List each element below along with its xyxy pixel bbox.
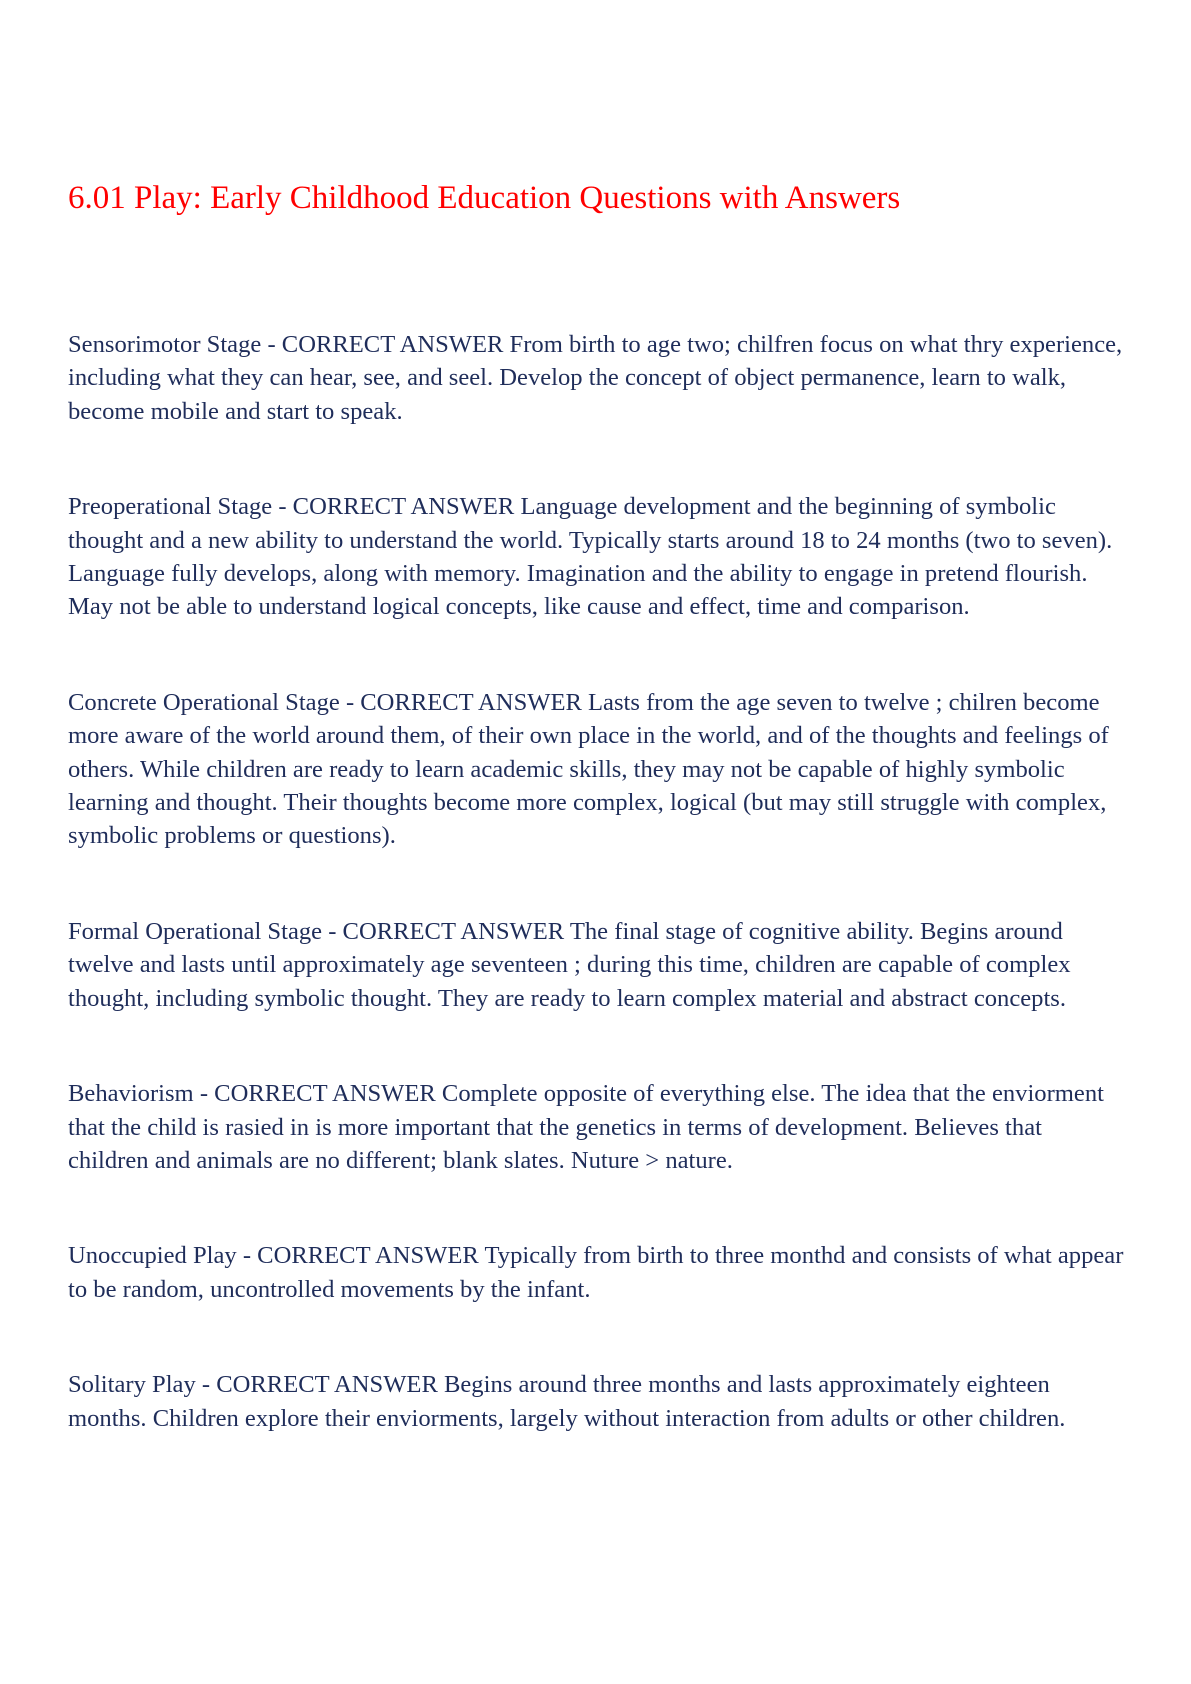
qa-entry-unoccupied-play: Unoccupied Play - CORRECT ANSWER Typically from birth to three monthd and consists of what appear to be random, uncontrolled movements by the infant.	[68, 1242, 1124, 1303]
qa-entry-concrete-operational-stage: Concrete Operational Stage - CORRECT ANSWER Lasts from the age seven to twelve ; chilren become more aware of the world around them, of their own place in the world, and of the thoughts and feelings of others. While children are ready to learn academic skills, they may not be capable of highly symbolic learning and thought. Their thoughts become more complex, logical (but may still struggle with complex, symbolic problems or questions).	[68, 688, 1109, 850]
qa-entry-formal-operational-stage: Formal Operational Stage - CORRECT ANSWER The final stage of cognitive ability. Begins around twelve and lasts until approximately age seventeen ; during this time, children are capable of complex thought, including symbolic thought. They are ready to learn complex material and abstract concepts.	[68, 917, 1071, 1012]
qa-list	[68, 328, 1128, 1497]
qa-entry-solitary-play: Solitary Play - CORRECT ANSWER Begins around three months and lasts approximately eighteen months. Children explore their enviorments, largely without interaction from adults or other children.	[68, 1371, 1066, 1432]
qa-entry-preoperational-stage: Preoperational Stage - CORRECT ANSWER Language development and the beginning of symbolic thought and a new ability to understand the world. Typically starts around 18 to 24 months (two to seven). Language fully develops, along with memory. Imagination and the ability to engage in pretend flourish. May not be able to understand logical concepts, like cause and effect, time and comparison.	[68, 493, 1113, 621]
document-title: 6.01 Play: Early Childhood Education Questions with Answers	[68, 180, 901, 216]
qa-entry-behaviorism: Behaviorism - CORRECT ANSWER Complete opposite of everything else. The idea that the enviorment that the child is rasied in is more important that the genetics in terms of development. Believes that children and animals are no different; blank slates. Nuture > nature.	[68, 1080, 1104, 1174]
qa-entry-sensorimotor-stage: Sensorimotor Stage - CORRECT ANSWER From birth to age two; chilfren focus on what thry experience, including what they can hear, see, and seel. Develop the concept of object permanence, learn to walk, become mobile and start to speak.	[68, 331, 1123, 425]
